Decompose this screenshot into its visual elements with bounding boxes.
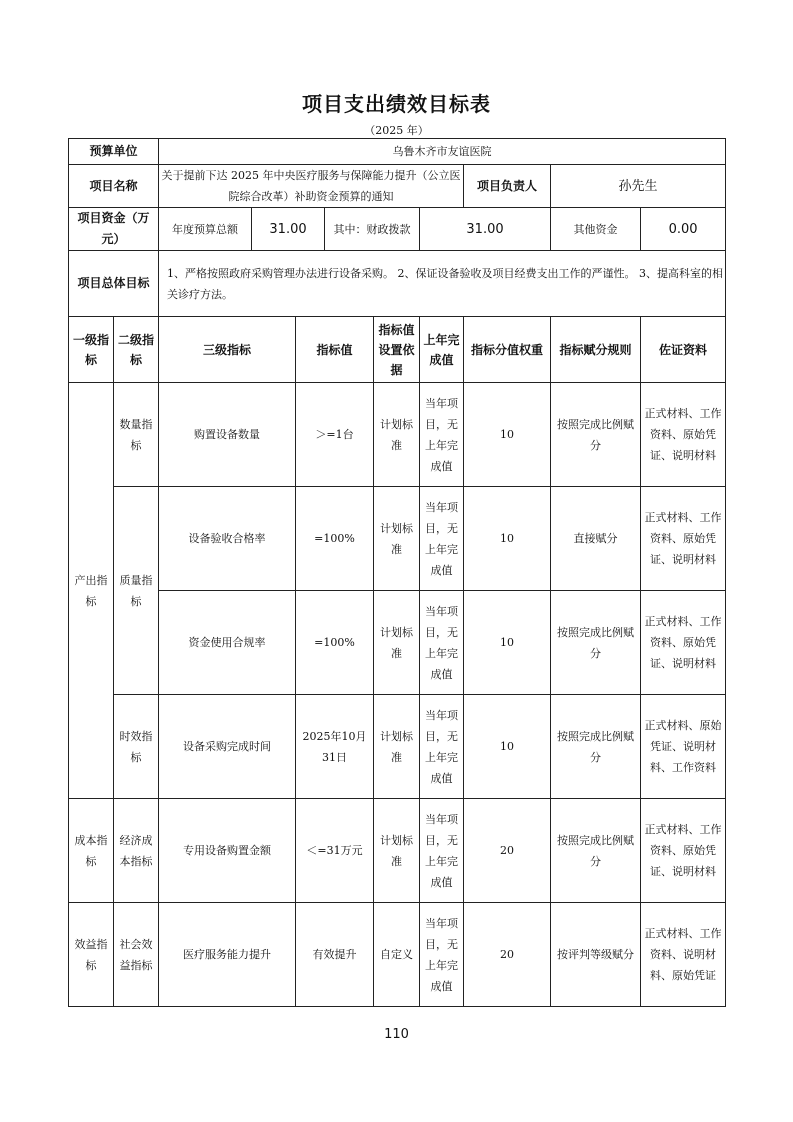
weight: 10 [464,487,551,591]
goal-text: 1、严格按照政府采购管理办法进行设备采购。 2、保证设备验收及项目经费支出工作的严谨性。 3、提高科室的相关诊疗方法。 [159,251,726,317]
subgroup-economic: 经济成本指标 [114,799,159,903]
indicator-value: =100% [296,487,374,591]
header-row [69,317,726,383]
col-rule: 指标赋分规则 [551,317,641,383]
indicator-value: 有效提升 [296,903,374,1007]
col-weight: 指标分值权重 [464,317,551,383]
basis: 计划标准 [374,383,420,487]
evidence: 正式材料、原始凭证、说明材料、工作资料 [641,695,726,799]
indicator-value: =100% [296,591,374,695]
weight: 20 [464,799,551,903]
funds-row [69,208,726,251]
year-label: （2025 年） [364,124,429,137]
rule: 按照完成比例赋分 [551,695,641,799]
annual-budget-label: 年度预算总额 [159,208,252,251]
budget-unit-value: 乌鲁木齐市友谊医院 [159,139,726,165]
weight: 20 [464,903,551,1007]
indicator: 购置设备数量 [159,383,296,487]
basis: 自定义 [374,903,420,1007]
project-lead-value: 孙先生 [551,165,726,208]
indicator: 设备采购完成时间 [159,695,296,799]
rule: 按评判等级赋分 [551,903,641,1007]
fiscal-value: 31.00 [420,208,551,251]
weight: 10 [464,591,551,695]
annual-budget-value: 31.00 [252,208,325,251]
indicator: 设备验收合格率 [159,487,296,591]
subgroup-quantity: 数量指标 [114,383,159,487]
col-last-year: 上年完成值 [420,317,464,383]
table-row [69,799,726,903]
evidence: 正式材料、工作资料、原始凭证、说明材料 [641,591,726,695]
rule: 直接赋分 [551,487,641,591]
budget-unit-row [69,139,726,165]
basis: 计划标准 [374,487,420,591]
evidence: 正式材料、工作资料、原始凭证、说明材料 [641,487,726,591]
col-level3: 三级指标 [159,317,296,383]
table-row [69,383,726,487]
last-year: 当年项目，无上年完成值 [420,799,464,903]
last-year: 当年项目，无上年完成值 [420,903,464,1007]
table-row [69,487,726,591]
col-value: 指标值 [296,317,374,383]
group-benefit: 效益指标 [69,903,114,1007]
rule: 按照完成比例赋分 [551,799,641,903]
basis: 计划标准 [374,695,420,799]
col-level2: 二级指标 [114,317,159,383]
evidence: 正式材料、工作资料、说明材料、原始凭证 [641,903,726,1007]
evidence: 正式材料、工作资料、原始凭证、说明材料 [641,799,726,903]
budget-unit-label: 预算单位 [69,139,159,165]
group-output: 产出指标 [69,383,114,799]
project-lead-label: 项目负责人 [464,165,551,208]
weight: 10 [464,383,551,487]
col-evidence: 佐证资料 [641,317,726,383]
indicator-value: ＜=31万元 [296,799,374,903]
page-title: 项目支出绩效目标表 [302,92,491,116]
indicator-value: ＞=1台 [296,383,374,487]
weight: 10 [464,695,551,799]
subgroup-social: 社会效益指标 [114,903,159,1007]
other-funds-value: 0.00 [641,208,726,251]
goal-row [69,251,726,317]
evidence: 正式材料、工作资料、原始凭证、说明材料 [641,383,726,487]
basis: 计划标准 [374,591,420,695]
group-cost: 成本指标 [69,799,114,903]
rule: 按照完成比例赋分 [551,383,641,487]
last-year: 当年项目，无上年完成值 [420,487,464,591]
fiscal-label: 其中：财政拨款 [325,208,420,251]
subgroup-timeliness: 时效指标 [114,695,159,799]
rule: 按照完成比例赋分 [551,591,641,695]
last-year: 当年项目，无上年完成值 [420,591,464,695]
indicator: 资金使用合规率 [159,591,296,695]
page-number: 110 [384,1027,409,1042]
project-name-value: 关于提前下达 2025 年中央医疗服务与保障能力提升（公立医院综合改革）补助资金预算的通知 [159,165,464,208]
col-level1: 一级指标 [69,317,114,383]
subgroup-quality: 质量指标 [114,487,159,695]
goal-label: 项目总体目标 [69,251,159,317]
table-row [69,695,726,799]
last-year: 当年项目，无上年完成值 [420,383,464,487]
project-name-label: 项目名称 [69,165,159,208]
table-row [69,903,726,1007]
performance-table [68,138,726,1007]
indicator-value: 2025年10月31日 [296,695,374,799]
col-basis: 指标值设置依据 [374,317,420,383]
last-year: 当年项目，无上年完成值 [420,695,464,799]
project-name-row [69,165,726,208]
indicator: 医疗服务能力提升 [159,903,296,1007]
basis: 计划标准 [374,799,420,903]
indicator: 专用设备购置金额 [159,799,296,903]
other-funds-label: 其他资金 [551,208,641,251]
funds-label: 项目资金（万元） [69,208,159,251]
table-row [69,591,726,695]
